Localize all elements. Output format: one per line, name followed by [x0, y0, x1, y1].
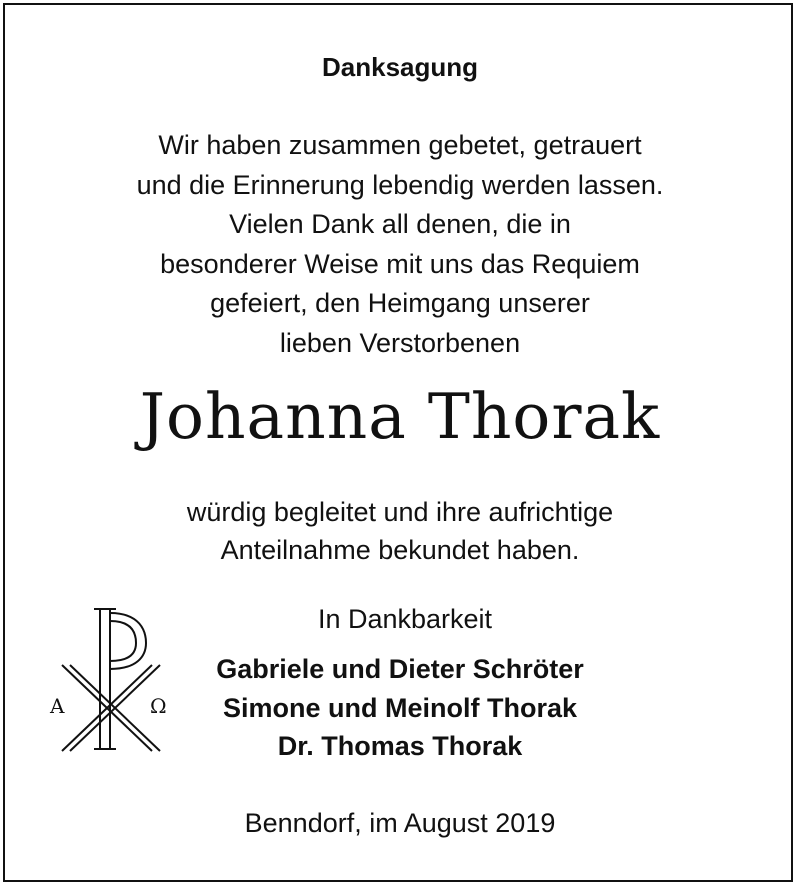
place-date: Benndorf, im August 2019 [244, 808, 556, 838]
intro-line: Vielen Dank all denen, die in [229, 209, 571, 240]
after-text [0, 494, 800, 569]
deceased-name: Johanna Thorak [139, 380, 661, 453]
closing-phrase: In Dankbarkeit [317, 604, 493, 634]
family-line: Dr. Thomas Thorak [277, 731, 523, 761]
after-line: würdig begleitet und ihre aufrichtige [186, 497, 614, 527]
intro-line: lieben Verstorbenen [279, 327, 521, 358]
intro-line: Wir haben zusammen gebetet, getrauert [158, 130, 642, 160]
notice-heading: Danksagung [321, 52, 479, 82]
intro-line: besonderer Weise mit uns das Requiem [160, 248, 640, 279]
alpha-letter: A [50, 694, 65, 718]
intro-text [0, 126, 800, 364]
after-line: Anteilnahme bekundet haben. [220, 534, 580, 565]
family-line: Simone und Meinolf Thorak [222, 692, 577, 723]
omega-letter: Ω [150, 694, 167, 718]
family-names [0, 650, 800, 766]
family-line: Gabriele und Dieter Schröter [216, 654, 584, 684]
intro-line: und die Erinnerung lebendig werden lassen. [136, 169, 664, 200]
intro-line: gefeiert, den Heimgang unserer [210, 288, 590, 319]
